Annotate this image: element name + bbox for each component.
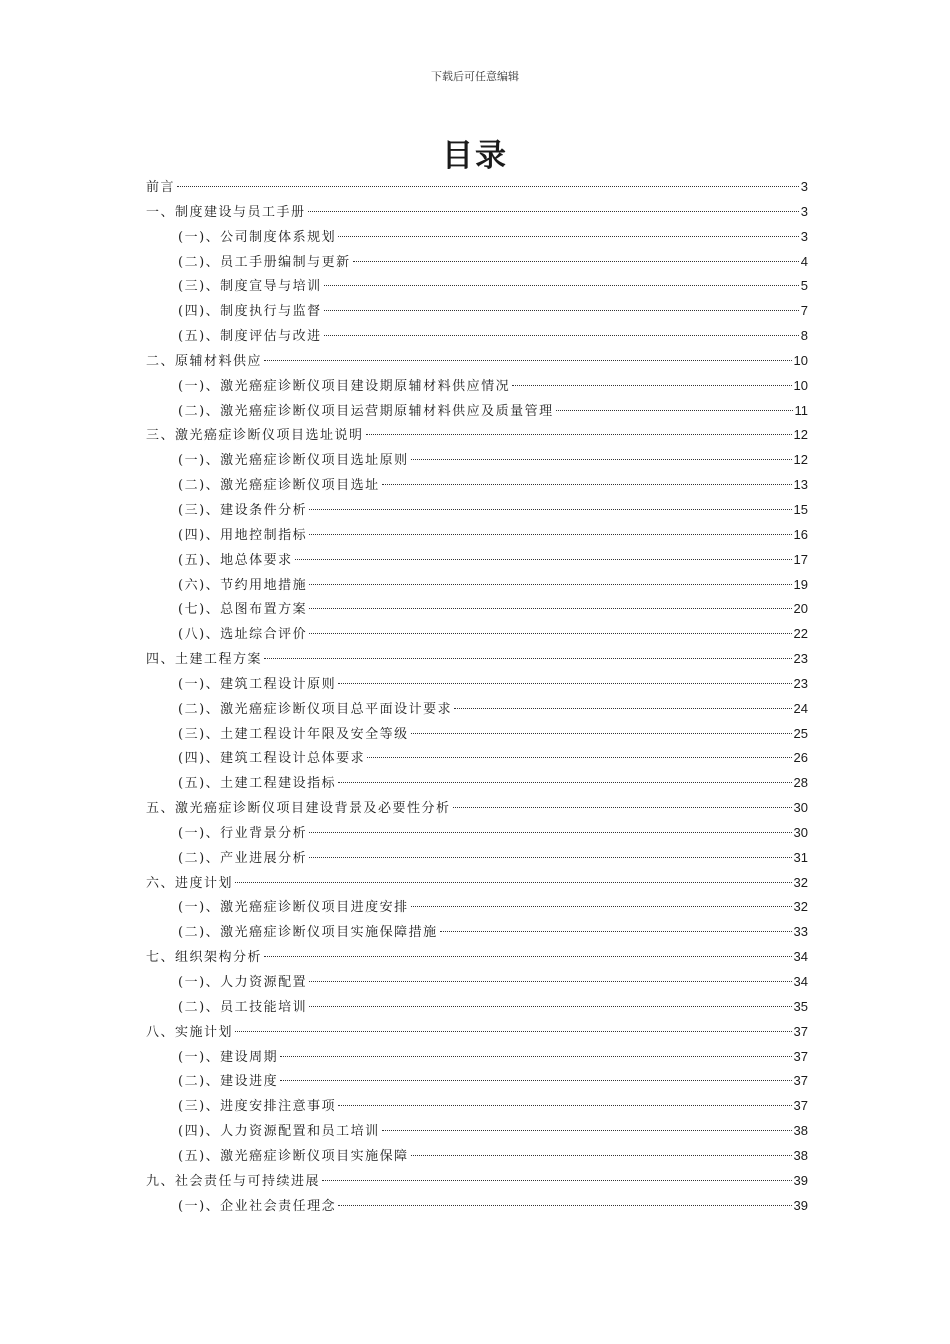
toc-entry-label: (三)、建设条件分析 [178,502,308,518]
toc-entry[interactable] [146,374,808,399]
toc-dot-leader [280,1056,791,1057]
toc-entry-page-number: 30 [793,800,808,816]
toc-entry[interactable] [146,746,808,771]
toc-entry-label: (七)、总图布置方案 [178,602,308,618]
toc-entry-page-number: 3 [800,203,808,219]
toc-entry-label: 一、制度建设与员工手册 [146,204,306,220]
toc-entry[interactable] [146,796,808,821]
toc-dot-leader [295,559,792,560]
toc-entry-label: (二)、员工手册编制与更新 [178,254,351,270]
toc-entry-page-number: 23 [793,651,808,667]
toc-entry-label: (三)、土建工程设计年限及安全等级 [178,726,409,742]
page-title: 目录 [442,138,508,174]
toc-entry-page-number: 35 [793,998,808,1014]
toc-dot-leader [338,1205,791,1206]
toc-entry[interactable] [146,895,808,920]
toc-entry-page-number: 3 [800,179,808,194]
toc-entry-label: 三、激光癌症诊断仪项目选址说明 [146,428,364,444]
toc-entry-label: (二)、产业进展分析 [178,850,308,866]
toc-dot-leader [512,385,791,386]
toc-dot-leader [309,633,791,634]
toc-entry[interactable] [146,597,808,622]
toc-dot-leader [367,757,791,758]
toc-entry-label: (一)、行业背景分析 [178,825,308,841]
toc-entry-page-number: 4 [800,253,808,269]
toc-entry-label: (二)、员工技能培训 [178,999,308,1015]
toc-entry-page-number: 20 [793,601,808,617]
toc-entry-label: (五)、制度评估与改进 [178,329,322,345]
toc-dot-leader [264,360,792,361]
toc-dot-leader [264,658,792,659]
toc-entry-page-number: 30 [793,824,808,840]
toc-entry-label: 七、组织架构分析 [146,950,263,966]
toc-entry-label: 五、激光癌症诊断仪项目建设背景及必要性分析 [146,801,451,817]
toc-entry-page-number: 39 [793,1197,808,1213]
toc-entry-label: (六)、节约用地措施 [178,577,308,593]
toc-dot-leader [280,1080,791,1081]
toc-entry-label: (一)、人力资源配置 [178,975,308,990]
toc-entry-page-number: 5 [800,278,808,294]
toc-entry-label: (一)、建筑工程设计原则 [178,676,337,692]
toc-entry-label: (一)、建设周期 [178,1049,279,1065]
toc-dot-leader [177,186,799,187]
toc-entry-page-number: 26 [793,750,808,766]
toc-entry[interactable] [146,672,808,697]
toc-entry[interactable] [146,945,808,970]
toc-entry[interactable] [146,1144,808,1169]
toc-dot-leader [382,1130,792,1131]
toc-entry-label: (三)、制度宣导与培训 [178,279,322,295]
toc-entry-page-number: 28 [793,775,808,791]
toc-entry-label: (二)、激光癌症诊断仪项目选址 [178,478,380,494]
toc-entry-page-number: 31 [793,849,808,865]
toc-entry-page-number: 8 [800,328,808,344]
toc-entry[interactable] [146,1119,808,1144]
toc-entry-page-number: 37 [793,1023,808,1039]
toc-entry-page-number: 23 [793,675,808,691]
toc-dot-leader [324,335,799,336]
toc-entry-page-number: 19 [793,576,808,592]
toc-entry-label: (一)、激光癌症诊断仪项目进度安排 [178,900,409,916]
toc-entry-label: (五)、激光癌症诊断仪项目实施保障 [178,1148,409,1164]
toc-entry-label: (四)、人力资源配置和员工培训 [178,1124,380,1140]
toc-dot-leader [309,534,791,535]
toc-entry[interactable] [146,399,808,424]
toc-entry[interactable] [146,274,808,299]
toc-entry[interactable] [146,871,808,896]
toc-dot-leader [454,708,791,709]
toc-entry[interactable] [146,821,808,846]
toc-dot-leader [309,857,791,858]
toc-entry-page-number: 34 [793,949,808,965]
toc-dot-leader [338,236,799,237]
toc-entry-label: (一)、公司制度体系规划 [178,229,337,245]
toc-entry-page-number: 37 [793,1073,808,1089]
toc-entry-page-number: 24 [793,700,808,716]
toc-entry-page-number: 15 [793,501,808,517]
toc-entry[interactable] [146,622,808,647]
toc-entry[interactable] [146,1194,808,1219]
toc-entry-label: 前言 [146,180,176,195]
toc-entry-page-number: 39 [793,1172,808,1188]
toc-dot-leader [453,807,792,808]
toc-entry[interactable] [146,1020,808,1045]
toc-dot-leader [309,584,791,585]
toc-entry-page-number: 32 [793,874,808,890]
toc-dot-leader [353,261,799,262]
toc-entry[interactable] [146,1069,808,1094]
toc-entry-label: 六、进度计划 [146,875,234,891]
toc-entry-page-number: 37 [793,1098,808,1114]
toc-entry[interactable] [146,175,808,200]
header-note: 下载后可任意编辑 [431,70,519,83]
toc-dot-leader [411,906,792,907]
toc-entry[interactable] [146,771,808,796]
toc-dot-leader [309,509,791,510]
toc-entry[interactable] [146,1094,808,1119]
toc-dot-leader [235,882,792,883]
toc-dot-leader [308,211,799,212]
toc-entry-page-number: 3 [800,228,808,244]
toc-entry-label: (一)、激光癌症诊断仪项目选址原则 [178,453,409,469]
toc-entry[interactable] [146,846,808,871]
toc-dot-leader [440,931,792,932]
toc-entry-label: (五)、地总体要求 [178,552,293,568]
toc-dot-leader [309,1006,791,1007]
toc-entry-page-number: 16 [793,526,808,542]
toc-dot-leader [382,484,792,485]
toc-entry-label: (一)、企业社会责任理念 [178,1198,337,1214]
toc-entry[interactable] [146,448,808,473]
toc-dot-leader [324,310,799,311]
toc-entry[interactable] [146,225,808,250]
toc-entry-page-number: 37 [793,1048,808,1064]
toc-entry-page-number: 38 [793,1147,808,1163]
toc-entry-page-number: 38 [793,1123,808,1139]
toc-dot-leader [235,1031,792,1032]
toc-entry-page-number: 11 [794,402,808,418]
toc-dot-leader [309,608,791,609]
toc-entry-label: (二)、激光癌症诊断仪项目总平面设计要求 [178,701,453,717]
toc-entry-page-number: 10 [793,377,808,393]
toc-entry[interactable] [146,573,808,598]
toc-entry-label: (三)、进度安排注意事项 [178,1099,337,1115]
toc-entry-page-number: 12 [793,452,808,468]
toc-entry[interactable] [146,970,808,995]
toc-entry-label: (二)、激光癌症诊断仪项目运营期原辅材料供应及质量管理 [178,403,554,419]
toc-entry-label: 九、社会责任与可持续进展 [146,1173,321,1189]
toc-entry-page-number: 7 [800,303,808,319]
toc-dot-leader [338,1105,791,1106]
table-of-contents [146,175,808,1218]
toc-entry[interactable] [146,299,808,324]
toc-entry[interactable] [146,349,808,374]
toc-entry[interactable] [146,920,808,945]
toc-dot-leader [324,285,799,286]
toc-entry-page-number: 25 [793,725,808,741]
toc-entry[interactable] [146,697,808,722]
toc-entry[interactable] [146,324,808,349]
toc-entry-page-number: 13 [793,477,808,493]
toc-entry-label: (一)、激光癌症诊断仪项目建设期原辅材料供应情况 [178,378,511,394]
toc-dot-leader [322,1180,792,1181]
toc-entry-page-number: 22 [793,626,808,642]
toc-entry[interactable] [146,200,808,225]
toc-entry[interactable] [146,722,808,747]
toc-dot-leader [309,981,791,982]
toc-dot-leader [338,683,791,684]
toc-entry[interactable] [146,523,808,548]
toc-entry-label: (五)、土建工程建设指标 [178,776,337,792]
toc-entry-label: 八、实施计划 [146,1024,234,1040]
toc-entry[interactable] [146,250,808,275]
toc-dot-leader [264,956,792,957]
toc-entry[interactable] [146,548,808,573]
toc-entry-page-number: 32 [793,899,808,915]
toc-entry-page-number: 10 [793,352,808,368]
toc-entry[interactable] [146,498,808,523]
toc-entry-label: (四)、用地控制指标 [178,527,308,543]
toc-entry-label: (二)、激光癌症诊断仪项目实施保障措施 [178,925,438,941]
toc-entry-label: 四、土建工程方案 [146,652,263,668]
toc-entry-label: (四)、建筑工程设计总体要求 [178,751,366,767]
toc-dot-leader [411,733,792,734]
toc-entry[interactable] [146,647,808,672]
toc-dot-leader [366,434,792,435]
toc-entry-label: (八)、选址综合评价 [178,627,308,643]
toc-entry-label: (二)、建设进度 [178,1074,279,1090]
toc-dot-leader [309,832,791,833]
toc-dot-leader [411,1155,792,1156]
toc-entry[interactable] [146,1169,808,1194]
toc-entry-page-number: 33 [793,924,808,940]
toc-dot-leader [338,782,791,783]
toc-entry[interactable] [146,473,808,498]
toc-entry-label: (四)、制度执行与监督 [178,304,322,320]
toc-entry-page-number: 34 [793,974,808,989]
toc-dot-leader [556,410,793,411]
toc-entry[interactable] [146,1045,808,1070]
toc-entry[interactable] [146,995,808,1020]
toc-entry-page-number: 17 [793,551,808,567]
toc-entry-page-number: 12 [793,427,808,443]
toc-entry-label: 二、原辅材料供应 [146,353,263,369]
toc-entry[interactable] [146,423,808,448]
toc-dot-leader [411,459,792,460]
